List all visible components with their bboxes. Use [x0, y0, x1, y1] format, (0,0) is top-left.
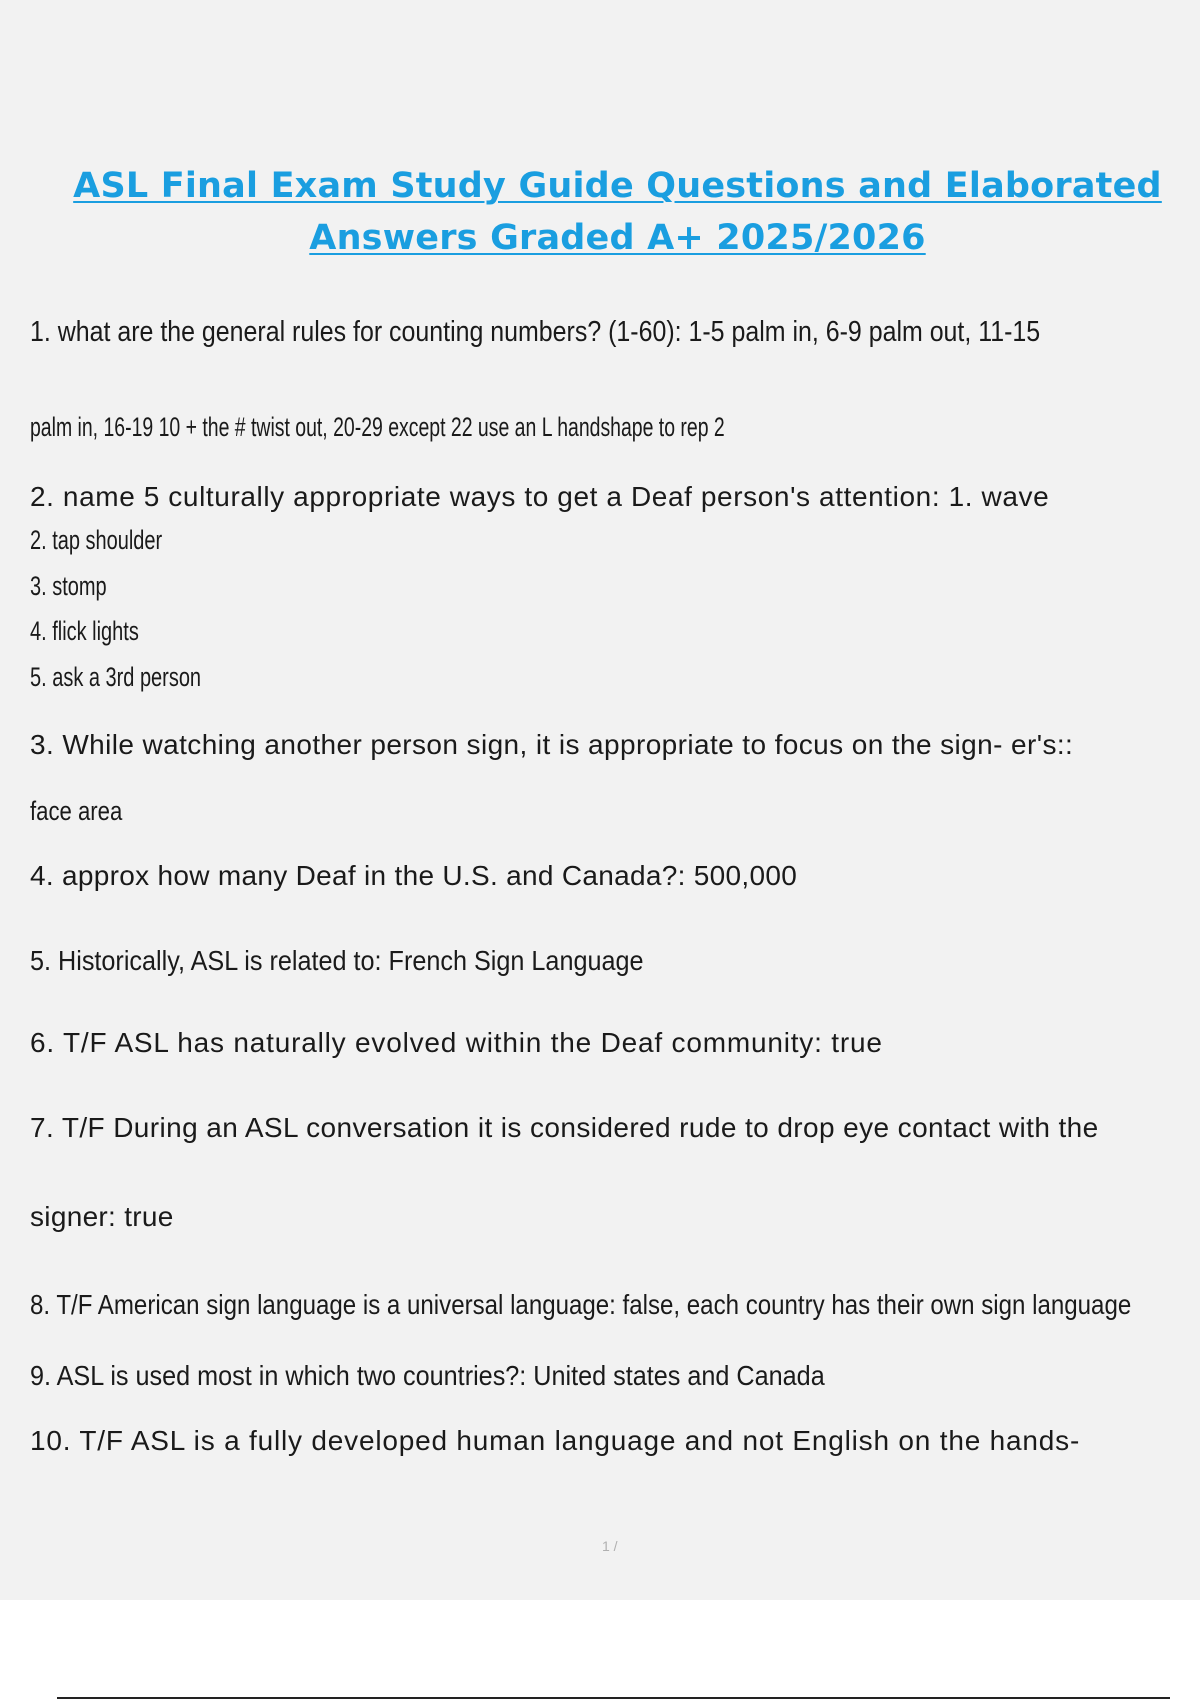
question-1-line-1 [30, 316, 1200, 349]
question-10-text: 10. T/F ASL is a fully developed human language and not English on the hands- [30, 1425, 1081, 1456]
question-2-text: 2. name 5 culturally appropriate ways to get a Deaf person's attention: 1. wave [30, 481, 1050, 512]
title-line-2: Answers Graded A+ 2025/2026 [309, 218, 926, 258]
question-5 [30, 945, 712, 977]
question-1-text-cont: palm in, 16-19 10 + the # twist out, 20-29 except 22 use an L handshape to rep 2 [30, 412, 725, 442]
question-10 [30, 1425, 1080, 1457]
question-9-text: 9. ASL is used most in which two countries?: United states and Canada [30, 1360, 825, 1391]
question-2-item-5: 5. ask a 3rd person [30, 662, 202, 692]
question-5-text: 5. Historically, ASL is related to: French Sign Language [30, 945, 644, 976]
question-3-line-1 [30, 729, 1073, 761]
question-2-item-3: 3. stomp [30, 571, 107, 601]
page-divider [57, 1697, 1170, 1699]
question-6-text: 6. T/F ASL has naturally evolved within the Deaf community: true [30, 1027, 883, 1058]
question-3-text: 3. While watching another person sign, it is appropriate to focus on the sign- er's:: [30, 729, 1074, 760]
question-2-item-4: 4. flick lights [30, 616, 139, 646]
question-8-text: 8. T/F American sign language is a universal language: false, each country has their own sign language [30, 1289, 1132, 1320]
question-3-line-2 [30, 796, 143, 827]
page-number: 1 / [602, 1538, 618, 1554]
question-4-text: 4. approx how many Deaf in the U.S. and Canada?: 500,000 [30, 860, 798, 891]
question-7-line-2 [30, 1201, 174, 1233]
question-2 [30, 481, 1049, 513]
question-4 [30, 860, 797, 892]
title-line-1: ASL Final Exam Study Guide Questions and Elaborated [73, 166, 1162, 206]
question-7-answer: signer: true [30, 1201, 174, 1232]
question-6 [30, 1027, 883, 1059]
question-7-text: 7. T/F During an ASL conversation it is considered rude to drop eye contact with the [30, 1112, 1099, 1143]
question-7-line-1 [30, 1112, 1099, 1144]
question-9 [30, 1360, 913, 1392]
document-title [30, 160, 1200, 264]
question-3-answer: face area [30, 796, 123, 826]
question-1-text: 1. what are the general rules for counting numbers? (1-60): 1-5 palm in, 6-9 palm out, 11-15 [30, 316, 1041, 348]
question-2-item-2: 2. tap shoulder [30, 525, 163, 555]
question-1-line-2 [30, 412, 995, 443]
question-8 [30, 1289, 1200, 1321]
